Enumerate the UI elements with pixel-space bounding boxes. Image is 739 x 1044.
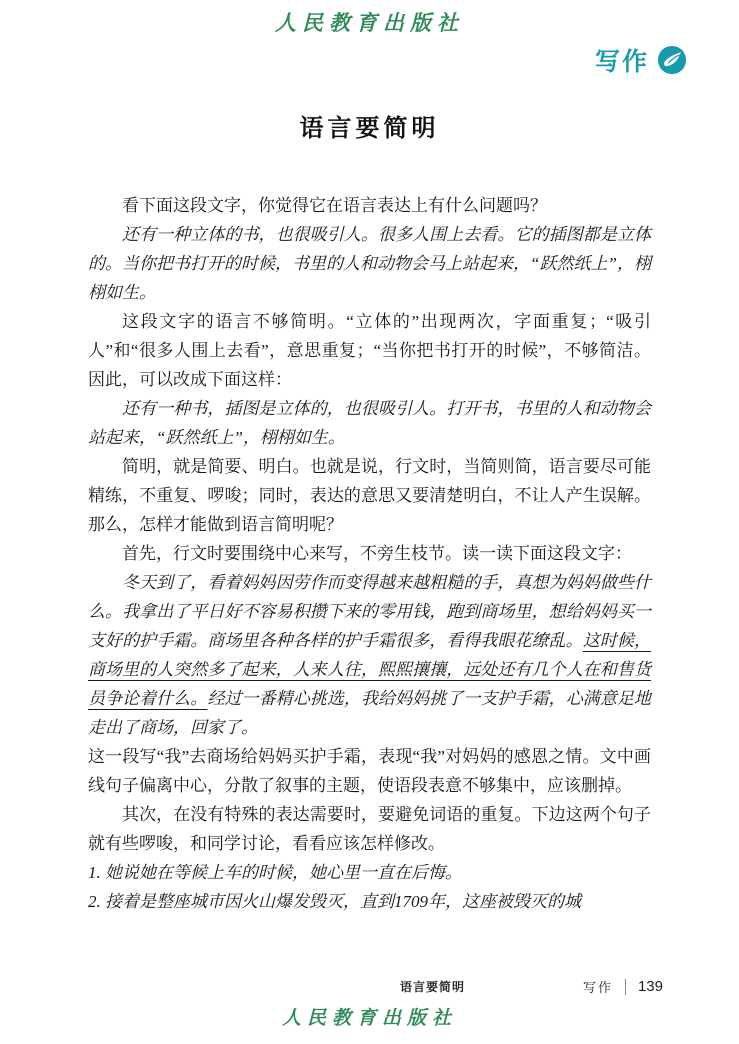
content: [88, 191, 651, 916]
footer-section-label: 写作: [582, 980, 613, 995]
example-paragraph-3: [88, 568, 651, 742]
example-text-before: 冬天到了，看着妈妈因劳作而变得越来越粗糙的手，真想为妈妈做些什么。我拿出了平日好不容易积攒下来的零用钱，跑到商场里，想给妈妈买一支好的护手霜。商场里各种各样的护手霜很多，看得我眼花缭乱。: [88, 573, 651, 650]
publisher-logo-top: 人民教育出版社: [275, 11, 464, 35]
page-title: 语言要简明: [299, 116, 440, 142]
footer-divider: [625, 979, 626, 995]
footer-chapter-title: 语言要简明: [399, 980, 465, 994]
example-paragraph-2: 还有一种书，插图是立体的，也很吸引人。打开书，书里的人和动物会站起来，“跃然纸上”，栩栩如生。: [88, 399, 651, 447]
numbered-item-2: 2. 接着是整座城市因火山爆发毁灭，直到1709年，这座被毁灭的城: [88, 892, 581, 911]
paragraph-analysis-2: 这一段写“我”去商场给妈妈买护手霜，表现“我”对妈妈的感恩之情。文中画线句子偏离中心，分散了叙事的主题，使语段表意不够集中，应该删掉。: [88, 747, 651, 795]
paragraph-definition: 简明，就是简要、明白。也就是说，行文时，当简则简，语言要尽可能精练，不重复、啰唆；同时，表达的意思又要清楚明白，不让人产生误解。那么，怎样才能做到语言简明呢？: [88, 457, 651, 534]
paragraph-second-rule: 其次，在没有特殊的表达需要时，要避免词语的重复。下边这两个句子就有些啰唆，和同学讨论，看看应该怎样修改。: [88, 805, 651, 853]
paragraph-intro: 看下面这段文字，你觉得它在语言表达上有什么问题吗？: [122, 196, 547, 215]
paragraph-first-rule: 首先，行文时要围绕中心来写，不旁生枝节。读一读下面这段文字：: [122, 544, 632, 563]
example-paragraph-1: 还有一种立体的书，也很吸引人。很多人围上去看。它的插图都是立体的。当你把书打开的时候，书里的人和动物会马上站起来，“跃然纸上”，栩栩如生。: [88, 225, 651, 302]
publisher-logo-bottom: 人民教育出版社: [281, 1008, 457, 1029]
paragraph-analysis-1: 这段文字的语言不够简明。“立体的”出现两次，字面重复；“吸引人”和“很多人围上去看”，意思重复；“当你把书打开的时候”，不够简洁。因此，可以改成下面这样：: [88, 312, 651, 389]
writing-section-icon: [657, 45, 687, 75]
section-label: 写作: [594, 48, 649, 76]
numbered-item-1: 1. 她说她在等候上车的时候，她心里一直在后悔。: [88, 863, 462, 882]
section-badge: [595, 42, 687, 78]
underlined-text: 这时候，商场里的人突然多了起来，人来人往，熙熙攘攘，远处还有几个人在和售货员争论着什么。: [88, 631, 651, 708]
example-text-after: 经过一番精心挑选，我给妈妈挑了一支护手霜，心满意足地走出了商场，回家了。: [88, 689, 651, 737]
page-footer: [400, 977, 663, 996]
page-number: 139: [637, 978, 663, 995]
